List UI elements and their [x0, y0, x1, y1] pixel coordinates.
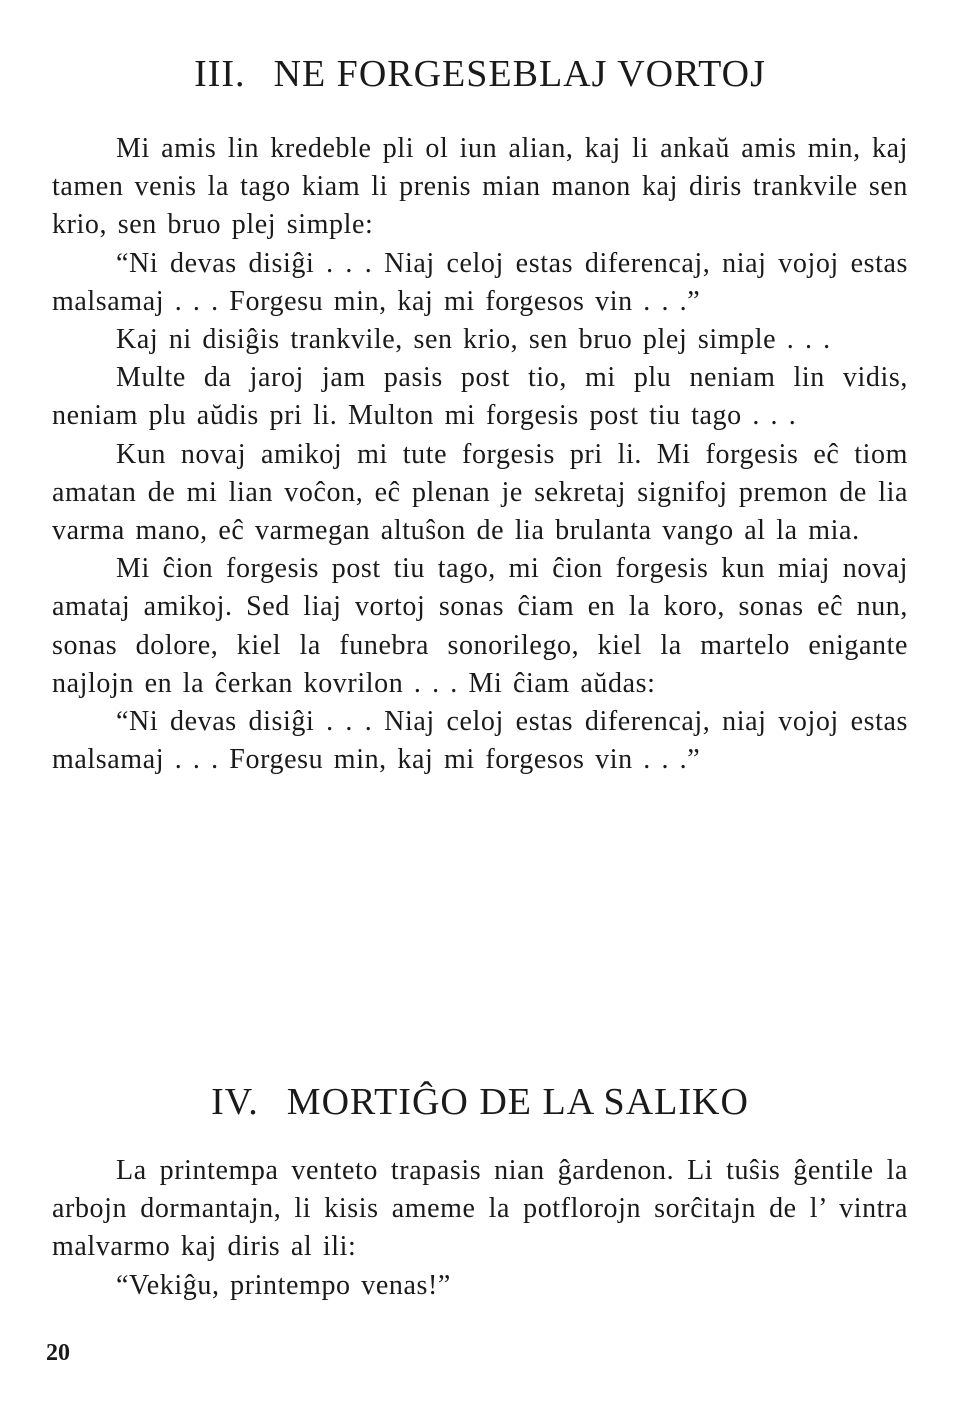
chapter-3-title: NE FORGESEBLAJ VORTOJ	[273, 53, 766, 95]
chapter-4-title: MORTIĜO DE LA SALIKO	[286, 1081, 749, 1123]
page-number: 20	[46, 1340, 70, 1366]
paragraph: Kaj ni disiĝis trankvile, sen krio, sen bruo plej simple . . .	[116, 324, 831, 356]
chapter-3-heading	[0, 52, 960, 96]
chapter-3-number: III.	[194, 53, 246, 95]
paragraph: Kun novaj amikoj mi tute forgesis pri li. Mi forgesis eĉ tiom amatan de mi lian voĉon, eĉ plenan je sekretaj signifoj premon de lia varma mano, eĉ varmegan altuŝon de lia brulanta vango al la mia.	[52, 438, 908, 547]
chapter-4-number: IV.	[211, 1081, 259, 1123]
chapter-4-heading	[0, 1080, 960, 1124]
paragraph: “Vekiĝu, printempo venas!”	[116, 1269, 451, 1301]
paragraph: “Ni devas disiĝi . . . Niaj celoj estas diferencaj, niaj vojoj estas malsamaj . . . Forgesu min, kaj mi forgesos vin . . .”	[52, 706, 908, 776]
paragraph: Mi ĉion forgesis post tiu tago, mi ĉion forgesis kun miaj novaj amataj amikoj. Sed liaj vortoj sonas ĉiam en la koro, sonas eĉ nun, sonas dolore, kiel la funebra sonorilego, kiel la martelo enigante najlojn en la ĉerkan kovrilon . . . Mi ĉiam aŭdas:	[52, 553, 908, 699]
paragraph: Multe da jaroj jam pasis post tio, mi plu neniam lin vidis, neniam plu aŭdis pri li. Multon mi forgesis post tiu tago . . .	[52, 362, 908, 432]
paragraph: La printempa venteto trapasis nian ĝardenon. Li tuŝis ĝentile la arbojn dormantajn, li kisis ameme la potflorojn sorĉitajn de l’ vintra malvarmo kaj diris al ili:	[52, 1155, 908, 1263]
chapter-4-body	[52, 1152, 908, 1305]
paragraph: “Ni devas disiĝi . . . Niaj celoj estas diferencaj, niaj vojoj estas malsamaj . . . Forgesu min, kaj mi forgesos vin . . .”	[52, 247, 908, 317]
chapter-3-body	[52, 130, 908, 779]
paragraph: Mi amis lin kredeble pli ol iun alian, kaj li ankaŭ amis min, kaj tamen venis la tago kiam li prenis mian manon kaj diris trankvile sen krio, sen bruo plej simple:	[52, 133, 908, 241]
